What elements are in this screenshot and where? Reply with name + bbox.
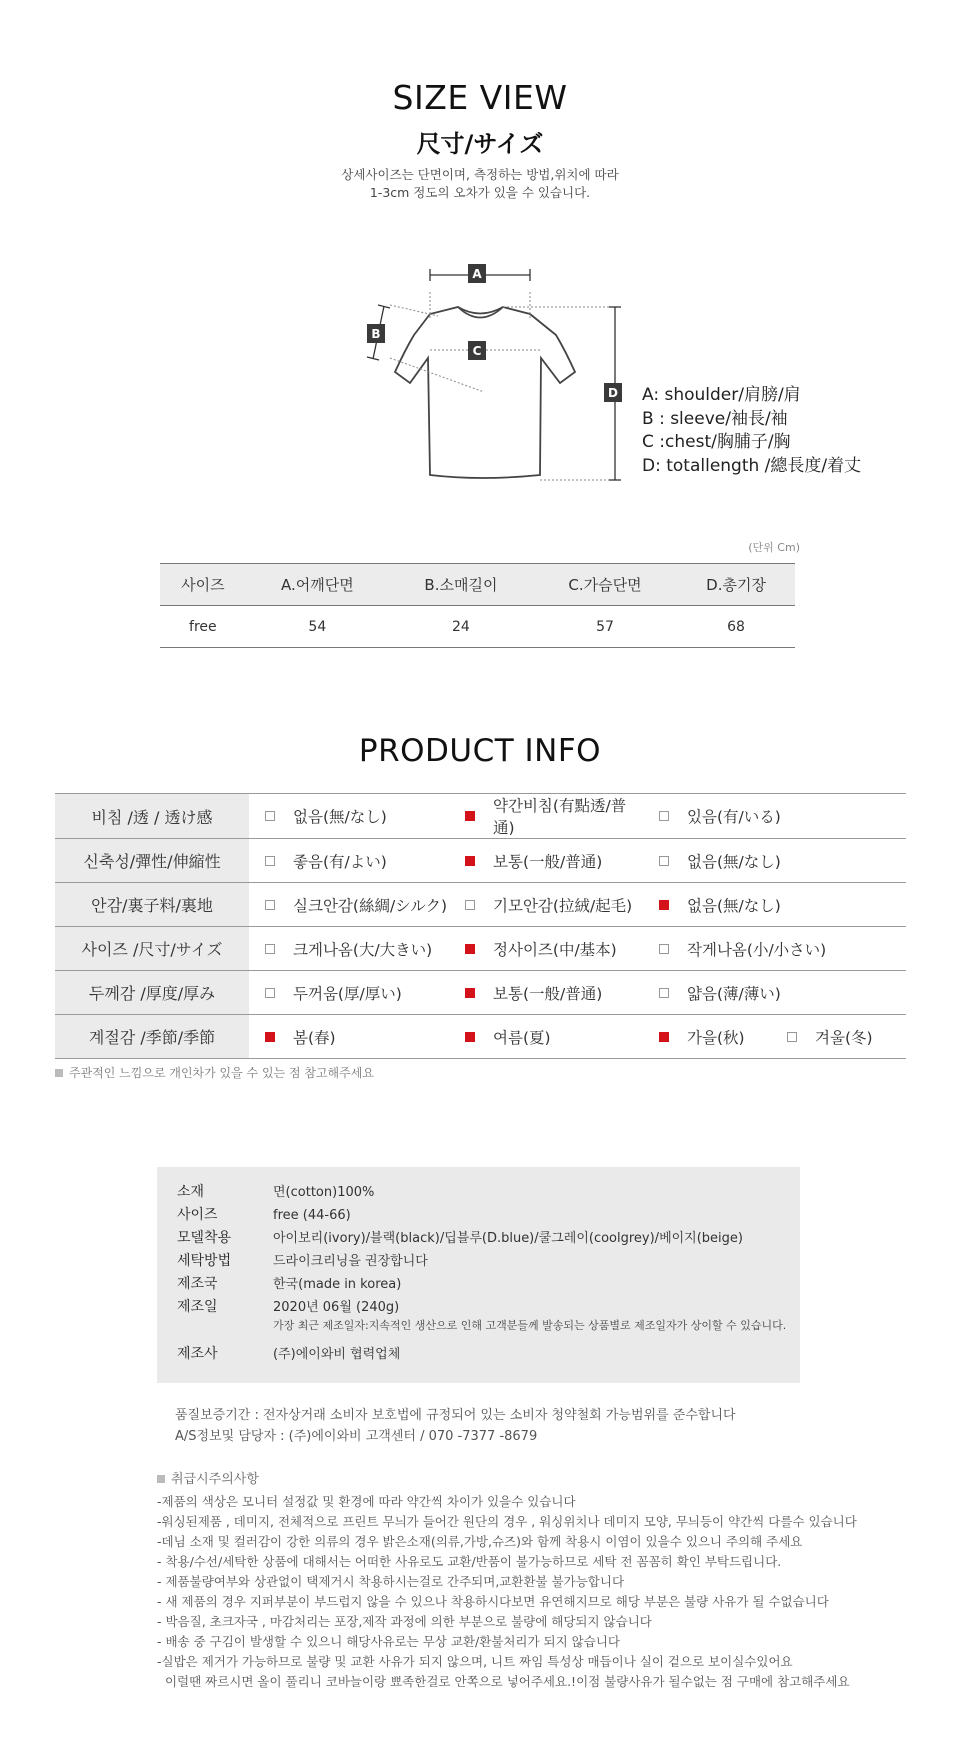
- guarantee-line: 품질보증기간 : 전자상거래 소비자 보호법에 규정되어 있는 소비자 청약철회 가능범위를 준수합니다: [175, 1408, 736, 1423]
- info-option-text: 없음(無/なし): [687, 852, 781, 871]
- info-option: [643, 982, 781, 1004]
- care-line: -제품의 색상은 모니터 설정값 및 환경에 따라 약간씩 차이가 있을수 있습니다: [157, 1494, 576, 1509]
- info-option-text: 없음(無/なし): [293, 808, 387, 826]
- info-option-text: 있음(有/いる): [687, 808, 781, 826]
- info-row-label: 계절감 /季節/季節: [55, 1015, 249, 1059]
- info-row: [55, 794, 906, 839]
- size-unit-label: (단위 Cm): [748, 541, 800, 554]
- checkbox-icon: [265, 1032, 275, 1042]
- checkbox-icon: [659, 944, 669, 954]
- care-line: - 박음질, 초크자국 , 마감처리는 포장,제작 과정에 의한 부분으로 불량에 해당되지 않습니다: [157, 1614, 652, 1629]
- size-note-line2: 1-3cm 정도의 오차가 있을 수 있습니다.: [369, 185, 591, 200]
- info-option-text: 가을(秋): [687, 1028, 745, 1047]
- spec-row: [177, 1250, 428, 1270]
- info-row: [55, 971, 906, 1015]
- info-option-text: 실크안감(絲綢/シルク): [293, 896, 448, 915]
- size-col-header: C.가슴단면: [533, 564, 677, 606]
- spec-value: 2020년 06월 (240g): [273, 1300, 400, 1315]
- info-option-text: 작게나옴(小/小さい): [687, 940, 827, 959]
- info-option: [449, 1026, 551, 1048]
- info-option-text: 정사이즈(中/基本): [493, 940, 617, 959]
- spec-row: [177, 1343, 400, 1363]
- info-option: [771, 1026, 873, 1048]
- checkbox-icon: [265, 811, 275, 821]
- info-option: [249, 938, 432, 960]
- info-row-label: 안감/裏子料/裏地: [55, 883, 249, 927]
- square-bullet-icon: [55, 1069, 63, 1077]
- checkbox-icon: [465, 1032, 475, 1042]
- info-option: [643, 894, 781, 916]
- info-option: [249, 850, 387, 872]
- spec-key: 제조사: [177, 1346, 218, 1362]
- checkbox-icon: [465, 988, 475, 998]
- info-option-text: 봄(春): [293, 1028, 336, 1047]
- info-note: [55, 1064, 374, 1081]
- info-row-label: 신축성/彈性/伸縮性: [55, 839, 249, 883]
- marker-c-label: C: [472, 344, 482, 358]
- info-option: [249, 1026, 336, 1048]
- checkbox-icon: [659, 1032, 669, 1042]
- marker-a-label: A: [472, 267, 482, 281]
- measurement-legend: [642, 384, 861, 478]
- marker-b-label: B: [371, 327, 381, 341]
- info-option-text: 얇음(薄/薄い): [687, 984, 781, 1003]
- spec-value: 면(cotton)100%: [273, 1185, 375, 1200]
- checkbox-icon: [465, 900, 475, 910]
- info-option-text: 보통(一般/普通): [493, 852, 603, 871]
- spec-row: [177, 1181, 374, 1201]
- size-cell: 68: [677, 606, 795, 648]
- size-col-header: 사이즈: [160, 564, 246, 606]
- tshirt-measurement-diagram: [360, 255, 640, 495]
- info-option-text: 좋음(有/よい): [293, 852, 387, 871]
- care-line: -워싱된제품 , 데미지, 전체적으로 프린트 무늬가 들어간 원단의 경우 , 워싱위치나 데미지 모양, 무늬등이 약간씩 다를수 있습니다: [157, 1514, 857, 1529]
- info-option-text: 보통(一般/普通): [493, 984, 603, 1003]
- info-note-text: 주관적인 느낌으로 개인차가 있을 수 있는 점 참고해주세요: [69, 1066, 374, 1080]
- care-line: - 착용/수선/세탁한 상품에 대해서는 어떠한 사유로도 교환/반품이 불가능하므로 세탁 전 꼼꼼히 확인 부탁드립니다.: [157, 1554, 782, 1569]
- info-option: [643, 938, 826, 960]
- spec-key: 모델착용: [177, 1230, 232, 1246]
- info-option: [449, 938, 617, 960]
- size-col-header: D.총기장: [677, 564, 795, 606]
- care-line: -실밥은 제거가 가능하므로 불량 및 교환 사유가 되지 않으며, 니트 짜임 특성상 매듭이나 실이 겉으로 보이실수있어요: [157, 1654, 793, 1669]
- care-heading-text: 취급시주의사항: [171, 1472, 259, 1487]
- marker-b: [367, 324, 385, 343]
- spec-row: [177, 1227, 743, 1247]
- spec-value: 아이보리(ivory)/블랙(black)/딥블루(D.blue)/쿨그레이(coolgrey)/베이지(beige): [273, 1231, 743, 1246]
- checkbox-icon: [659, 988, 669, 998]
- size-cell: 54: [246, 606, 389, 648]
- product-info-title: PRODUCT INFO: [358, 733, 602, 769]
- info-row: [55, 927, 906, 971]
- checkbox-icon: [465, 944, 475, 954]
- care-line: - 새 제품의 경우 지퍼부분이 부드럽지 않을 수 있으나 착용하시다보면 유연해지므로 해당 부분은 불량 사유가 될 수없습니다: [157, 1594, 829, 1609]
- info-option-text: 두꺼움(厚/厚い): [293, 984, 402, 1003]
- size-table: [160, 563, 795, 648]
- info-option: [643, 1026, 745, 1048]
- info-option-text: 크게나옴(大/大きい): [293, 940, 433, 959]
- spec-value: (주)에이와비 협력업체: [273, 1347, 401, 1362]
- product-info-table: [55, 793, 906, 1059]
- spec-row: [177, 1296, 399, 1316]
- spec-key: 제조국: [177, 1276, 218, 1292]
- info-option-text: 없음(無/なし): [687, 896, 781, 915]
- info-row-label: 사이즈 /尺寸/サイズ: [55, 927, 249, 971]
- legend-a: A: shoulder/肩膀/肩: [642, 385, 801, 405]
- checkbox-icon: [659, 811, 669, 821]
- marker-c: [468, 341, 486, 360]
- legend-d: D: totallength /總長度/着丈: [642, 455, 862, 476]
- checkbox-icon: [787, 1032, 797, 1042]
- square-bullet-icon: [157, 1475, 165, 1483]
- info-option-text: 약간비침(有點透/普通): [493, 797, 627, 837]
- info-option: [643, 805, 781, 827]
- guarantee-info: [175, 1405, 736, 1447]
- marker-d: [604, 383, 622, 402]
- info-row: [55, 839, 906, 883]
- info-option: [449, 850, 602, 872]
- checkbox-icon: [265, 900, 275, 910]
- spec-box: [157, 1167, 800, 1383]
- spec-key: 소재: [177, 1184, 205, 1200]
- size-col-header: B.소매길이: [389, 564, 533, 606]
- checkbox-icon: [265, 944, 275, 954]
- spec-date-note: 가장 최근 제조일자:지속적인 생산으로 인해 고객분들께 발송되는 상품별로 제조일자가 상이할 수 있습니다.: [273, 1319, 787, 1332]
- size-view-subtitle: 尺寸/サイズ: [416, 130, 544, 158]
- checkbox-icon: [659, 900, 669, 910]
- size-note: [0, 166, 960, 202]
- info-option-text: 겨울(冬): [815, 1028, 873, 1047]
- guarantee-line: A/S정보및 담당자 : (주)에이와비 고객센터 / 070 -7377 -8679: [175, 1429, 538, 1444]
- info-option: [643, 850, 781, 872]
- info-option: [249, 805, 387, 827]
- info-option: [449, 794, 643, 838]
- marker-a: [468, 264, 486, 283]
- checkbox-icon: [465, 856, 475, 866]
- size-cell: 24: [389, 606, 533, 648]
- marker-d-label: D: [608, 386, 618, 400]
- care-notes: [157, 1492, 857, 1692]
- checkbox-icon: [465, 811, 475, 821]
- size-cell: 57: [533, 606, 677, 648]
- spec-row: [177, 1204, 351, 1224]
- spec-value: free (44-66): [273, 1208, 351, 1223]
- legend-c: C :chest/胸脯子/胸: [642, 432, 791, 452]
- spec-key: 세탁방법: [177, 1253, 232, 1269]
- info-row-label: 비침 /透 / 透け感: [55, 794, 249, 839]
- checkbox-icon: [659, 856, 669, 866]
- size-table-row: [160, 606, 795, 648]
- size-col-header: A.어깨단면: [246, 564, 389, 606]
- care-line: -데님 소재 및 컬러감이 강한 의류의 경우 밝은소재(의류,가방,슈즈)와 함께 착용시 이염이 있을수 있으니 주의해 주세요: [157, 1534, 803, 1549]
- care-heading: [157, 1468, 259, 1487]
- info-option-text: 여름(夏): [493, 1028, 551, 1047]
- info-option-text: 기모안감(拉絨/起毛): [493, 896, 633, 915]
- size-table-header: [160, 564, 795, 606]
- checkbox-icon: [265, 988, 275, 998]
- info-option: [249, 982, 402, 1004]
- spec-value: 한국(made in korea): [273, 1277, 402, 1292]
- care-line: - 배송 중 구김이 발생할 수 있으니 해당사유로는 무상 교환/환불처리가 되지 않습니다: [157, 1634, 620, 1649]
- spec-key: 제조일: [177, 1299, 218, 1315]
- spec-value: 드라이크리닝을 권장합니다: [273, 1254, 428, 1269]
- info-option: [249, 894, 447, 916]
- info-row: [55, 1015, 906, 1059]
- info-row-label: 두께감 /厚度/厚み: [55, 971, 249, 1015]
- spec-key: 사이즈: [177, 1207, 218, 1223]
- checkbox-icon: [265, 856, 275, 866]
- legend-b: B : sleeve/袖長/袖: [642, 408, 788, 429]
- size-cell: free: [160, 606, 246, 648]
- tshirt-outline: [395, 307, 575, 478]
- info-option: [449, 894, 632, 916]
- care-line: - 제품불량여부와 상관없이 택제거시 착용하시는걸로 간주되며,교환환불 불가능합니다: [157, 1574, 625, 1589]
- size-view-title: SIZE VIEW: [392, 78, 568, 117]
- spec-row: [177, 1273, 401, 1293]
- care-line: 이럴땐 짜르시면 올이 풀리니 코바늘이랑 뾰족한걸로 안쪽으로 넣어주세요.!이점 불량사유가 될수없는 점 구매에 참고해주세요: [157, 1674, 850, 1689]
- info-option: [449, 982, 602, 1004]
- size-note-line1: 상세사이즈는 단면이며, 측정하는 방법,위치에 따라: [341, 167, 619, 182]
- info-row: [55, 883, 906, 927]
